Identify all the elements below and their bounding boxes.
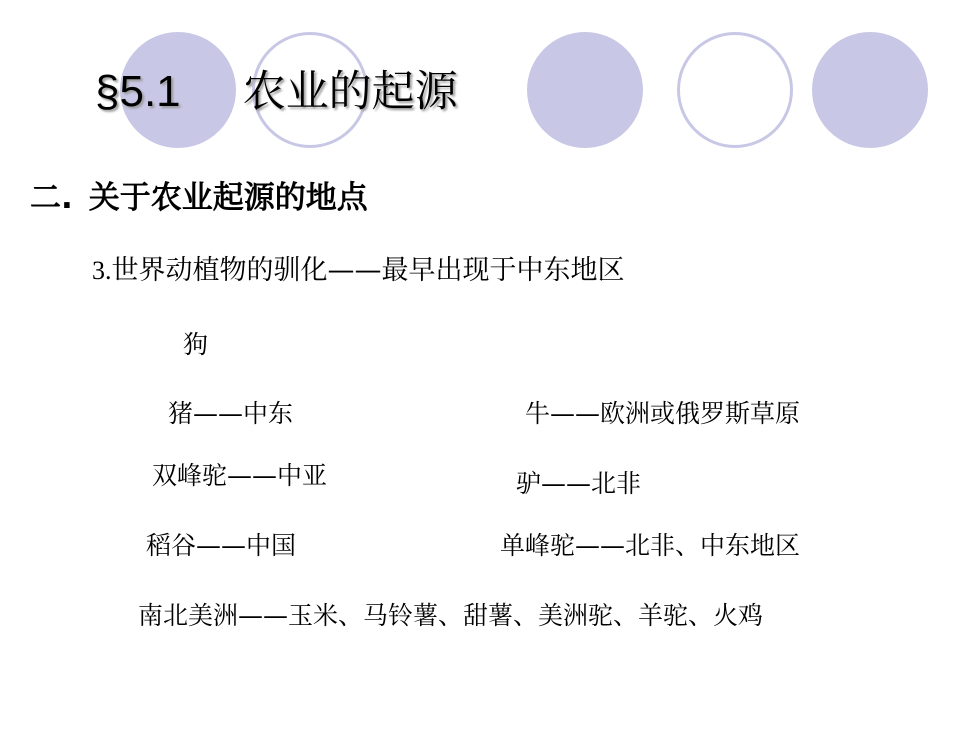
item-dromedary: 单峰驼——北非、中东地区 xyxy=(500,531,801,560)
intro-text: 世界动植物的驯化——最早出现于中东地区 xyxy=(111,255,625,286)
item-cattle: 牛——欧洲或俄罗斯草原 xyxy=(525,399,801,428)
item-bactrian-camel: 双峰驼——中亚 xyxy=(152,461,328,490)
subheading-text: 关于农业起源的地点 xyxy=(88,180,368,216)
item-americas: 南北美洲——玉米、马铃薯、甜薯、美洲驼、羊驼、火鸡 xyxy=(138,601,764,630)
item-rice: 稻谷——中国 xyxy=(146,531,297,560)
slide-title xyxy=(95,62,458,122)
intro-number: 3. xyxy=(92,256,112,285)
subheading-number: 二. xyxy=(30,180,73,216)
intro-line xyxy=(92,251,625,291)
decorative-circle-outline xyxy=(677,32,793,148)
decorative-circle-filled xyxy=(527,32,643,148)
section-number: §5.1 xyxy=(95,67,181,116)
section-name: 农业的起源 xyxy=(242,67,458,117)
subheading xyxy=(30,176,368,220)
item-dog: 狗 xyxy=(183,330,209,359)
item-pig: 猪——中东 xyxy=(168,399,294,428)
decorative-circle-filled xyxy=(812,32,928,148)
item-donkey: 驴——北非 xyxy=(516,469,642,498)
